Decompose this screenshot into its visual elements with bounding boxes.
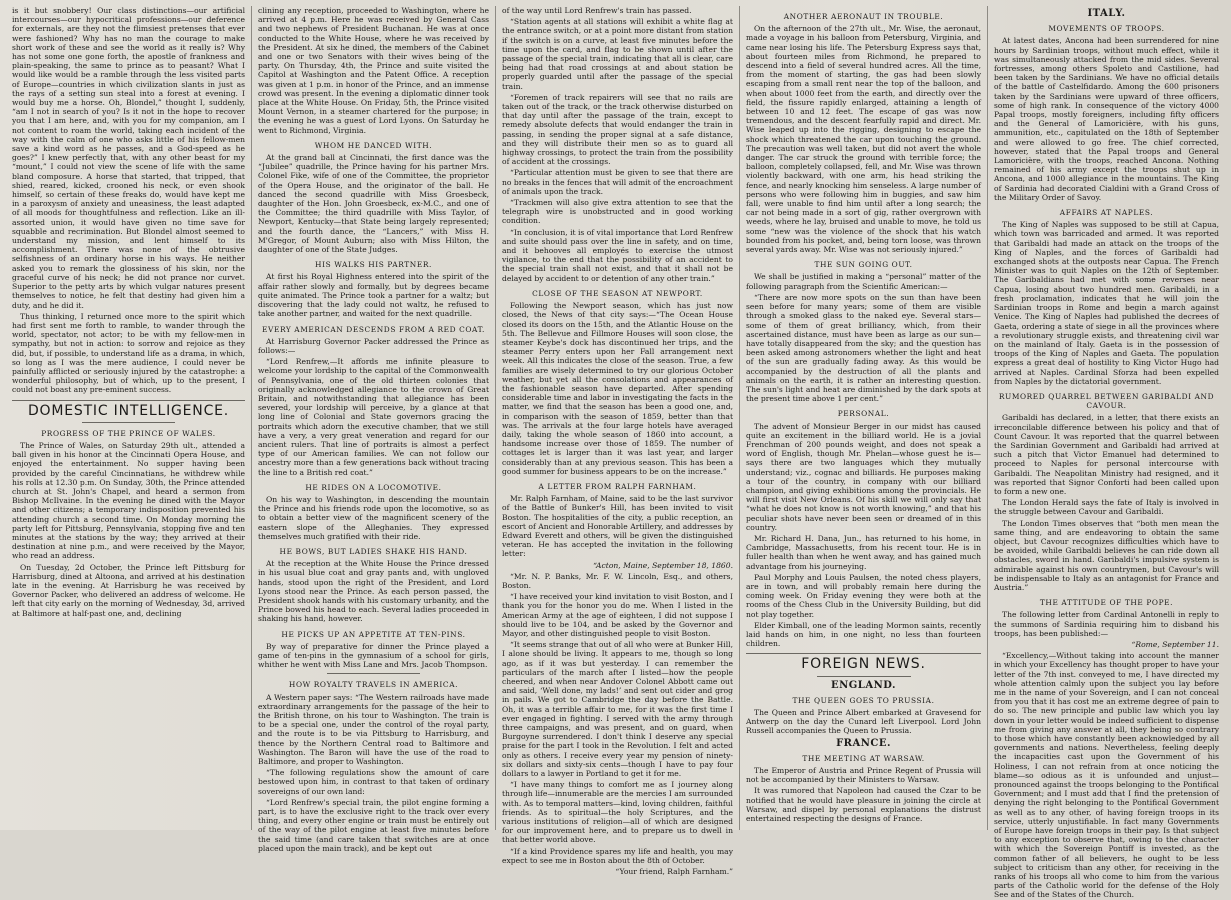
article-paragraph: On Tuesday, 2d October, the Prince left Pittsburg for Harrisburg, dined at Altoona, and arrived at his destination late in the evening. At Harrisburg he was received by Governor Packer, who delivered an address of welcome. He left that city early on the morning of Wednesday, 3d, arrived at Baltimore at half-past one, and, declining bbox=[12, 562, 245, 618]
article-paragraph: Following the Newport season, which has just now closed, the News of that city says:—“The Ocean House closed its doors on the 15th, and the Atlantic House on the 5th. The Bellevue and Fillmore Houses will soon close, the steamer Keybe's dock has discontinued her trips, and the steamer Perry enters upon her Fall arrangement next week. All this indicates the close of the season. True, a few families are wisely determined to try our glorious October weather, but yet all the consolations and appearances of the fashionable season have departed. After spending considerable time and labor in investigating the facts in the matter, we find that the season has been a good one, and, in comparison with the season of 1859, better than that was. The arrivals at the four large hotels have averaged daily, taking the whole season of 1860 into account, a handsome increase over those of 1859. The number of cottages let is larger than it was last year, and larger considerably than at any previous season. This has been a good summer for business appears to be on the increase.” bbox=[502, 301, 733, 476]
article-paragraph: The Prince of Wales, on Saturday 29th ult., attended a ball given in his honor at the Cincinnati Opera House, and enjoyed the entertainment. No supper having been provided by the careful Cincinnatians, he withdrew while his rolls at 12.30 p.m. On Sunday, 30th, the Prince attended church at St. John's Chapel, and heard a sermon from Bishop McIlvaine. In the evening he dined with the Mayor and other citizens; a temporary indisposition prevented his attending church a second time. On Monday morning the party left for Pittsburg, Pennsylvania, stopping five and ten minutes at the stations by the way; they arrived at their destination at nine p.m., and were received by the Mayor, who read an address. bbox=[12, 440, 245, 561]
divider-rule bbox=[82, 422, 175, 423]
article-heading: CLOSE OF THE SEASON AT NEWPORT. bbox=[532, 288, 703, 298]
article-heading: AFFAIRS AT NAPLES. bbox=[1059, 208, 1154, 218]
article-paragraph: “Excellency,—Without taking into account the manner in which your Excellency has thought proper to have your letter of the 7th inst. conveyed to me, I have directed my whole attention calmly upon the subject you lay before me in the name of your Sovereign, and I can not conceal from you that it has cost me an extreme degree of pain to do so. The new principle and public law which you lay down in your letter would be indeed sufficient to dispense me from giving any answer at all, they being so contrary to those which have constantly been acknowledged by all governments and nations. Nevertheless, feeling deeply the incapacities cast upon the Government of his Holiness, I can not refrain from at once noticing the blame—so odious as it is unfounded and unjust—pronounced against the troops belonging to the Pontifical Government; and I must add that I find the pretension of denying the right belonging to the Pontifical Government as well as to any other, of having foreign troops in its service, utterly unjustifiable. In fact many Governments of Europe have foreign troops in their pay. Is that subject to any exception to observe that, owing to the character with which the Sovereign Pontiff is invested, as the common father of all believers, he ought to be less subject to criticism than any other, for receiving in the ranks of his troops all who come to him from the various parts of the Catholic world for the defense of the Holy See and of the States of the Church. bbox=[994, 651, 1219, 900]
article-paragraph: “The following regulations show the amount of care bestowed upon him, in contrast to that taken of ordinary sovereigns of our own land: bbox=[258, 768, 489, 796]
country-heading: ITALY. bbox=[1087, 8, 1126, 19]
divider-rule bbox=[817, 676, 911, 677]
article-paragraph: A Western paper says: “The Western railroads have made extraordinary arrangements for the passage of the heir to the British throne, on his tour to Washington. The train is to be a special one, under the control of the royal party, and the route is to be via Pittsburg to Harrisburg, and thence by the Northern Central road to Baltimore and Washington. The Baron will have the use of the road to Baltimore, and proper to Washington. bbox=[258, 692, 489, 767]
article-heading: RUMORED QUARREL BETWEEN GARIBALDI AND CAVOUR. bbox=[998, 391, 1215, 411]
article-paragraph: is it but snobbery! Our class distinctions—our artificial intercourses—our hypocritical professions—our deference for externals, are they not the flimsiest pretenses that ever were fashioned? Why has no man the courage to make short work of these and see the world as it really is? Why has not some one gone forth, the apostle of frankness and plain-speaking, the same to prince as to peasant? What I would like would be a ramble through the less visited parts of Europe—countries in which civilization slants in just as the rays of a setting sun steal into a forest at evening. I would buy me a horse. Oh, Blondel,” thought I, suddenly, “am I not in search of you? Is it not in the hope to recover you that I am here, and, with you for my companion, am I not content to roam the world, taking each incident of the way with the calm of one who asks little of his fellow-men save a kind word as he passes, and a God-speed as he goes?” I knew perfectly that, with any other beast for my “mount,” I could not view the scene of life with the same bland composure. A horse that started, that tripped, that shied, reared, kicked, crooned his neck, or even shook himself, so certain of these freaks do, would have kept me in a paroxysm of anxiety and uneasiness, the least adapted of all moods for thoughtfulness and reflection. Like an ill-assorted union, it would have given no time save for squabble and recrimination. But Blondel almost seemed to understand my mission, and lent himself to its accomplishment. There was none of the obtrusive selfishness of an ordinary horse in his ways. He neither asked you to remark the glossiness of his skin, nor the graceful curve of his neck; he did not prance nor curvet. Superior to the petty arts by which vulgar natures present themselves to notice, he felt that destiny had given him a duty, and he did it. bbox=[12, 6, 245, 310]
article-heading: WHOM HE DANCED WITH. bbox=[314, 140, 433, 150]
letter-dateline: “Acton, Maine, September 18, 1860. bbox=[593, 560, 733, 570]
article-heading: EVERY AMERICAN DESCENDS FROM A RED COAT. bbox=[262, 324, 485, 334]
article-paragraph: At latest dates, Ancona had been surrendered for nine hours by Sardinian troops, without much effect, while it was simultaneously attacked from the mid sides. Several fortresses, among others Spoleto and Castilione, had been taken by the Sardinians. We have no official details of the battle of Castelfidardo. Among the 600 prisoners taken by the Sardinians were upward of three officers, some of high rank. In consequence of the victory 4000 Papal troops, mostly foreigners, including fifty officers and the General of Lamoricière, with his guns, ammunition, etc., capitulated on the 18th of September and were allowed to go free. The chief corrected, however, stated that the Papal troops and General Lamoricière, with the troops, reached Ancona. Nothing remained of his army except the troops shut up in Ancona, and 1000 allegiance in the mountains. The King of Sardinia had decorated Cialdini with a Grand Cross of the Military Order of Savoy. bbox=[994, 36, 1219, 202]
article-paragraph: We shall be justified in making a “personal” matter of the following paragraph from the Scientific American:— bbox=[746, 272, 981, 291]
article-paragraph: Mr. Ralph Farnham, of Maine, said to be the last survivor of the Battle of Bunker's Hill, has been invited to visit Boston. The hospitalities of the city, a public reception, an escort of Ancient and Honorable Artillery, and addresses by Edward Everett and others, will be given the distinguished veteran. He has accepted the invitation in the following letter: bbox=[502, 494, 733, 559]
article-paragraph: At the grand ball at Cincinnati, the first dance was the “Jubilee” quadrille, the Prince having for his partner Mrs. Colonel Fike, wife of one of the Committee, the proprietor of the Opera House, and the originator of the ball. He danced the second quadrille with Miss Groesbeck, daughter of the Hon. John Groesbeck, ex-M.C., and one of the Committee; the third quadrille with Miss Taylor, of Newport, Kentucky—that State being largely represented; and the fourth dance, the “Lancers,” with Miss H. M'Gregor, of Mount Auburn; also with Miss Hilton, the daughter of one of the State Judges. bbox=[258, 153, 489, 255]
column-5 bbox=[987, 6, 1225, 900]
article-paragraph: “Foremen of track repairers will see that no rails are taken out of the track, or the track otherwise disturbed on that day until after the passage of the train, except to remedy absolute defects that would endanger the train in passing, in sending the proper signal at a safe distance, and they will distribute their men so as to guard all highway crossings, to protect the train from the possibility of accident at the crossings. bbox=[502, 92, 733, 167]
section-title: DOMESTIC INTELLIGENCE. bbox=[27, 402, 230, 419]
article-heading: A LETTER FROM RALPH FARNHAM. bbox=[538, 481, 697, 491]
column-2 bbox=[251, 6, 495, 853]
letter-dateline: “Rome, September 11. bbox=[1131, 640, 1219, 649]
article-paragraph: “Lord Renfrew's special train, the pilot engine forming a part, is to have the exclusive right to the track over every thing, and every other engine or train must be entirely out of the way of the pilot engine at least five minutes before the said time (and care taken that switches are at once placed upon the main track), and be kept out bbox=[258, 797, 489, 853]
article-heading: THE QUEEN GOES TO PRUSSIA. bbox=[792, 695, 935, 705]
article-paragraph: “In conclusion, it is of vital importance that Lord Renfrew and suite should pass over the line in safety, and on time, and it behooves all employés to exercise the utmost vigilance, to the end that the possibility of an accident to the special train shall not exist, and that it shall not be delayed by accident to or detention of any other train.” bbox=[502, 227, 733, 283]
article-heading: HE RIDES ON A LOCOMOTIVE. bbox=[305, 482, 442, 492]
article-paragraph: of the way until Lord Renfrew's train has passed. bbox=[502, 6, 692, 15]
article-paragraph: “I have many things to comfort me as I journey along through life—innumerable are the mercies I am surrounded with. As to temporal matters—kind, loving children, faithful friends. As to spiritual—the holy Scriptures, and the various institutions of religion—all of which are designed for our improvement here, and to prepare us to dwell in that better world above. bbox=[502, 780, 734, 845]
article-paragraph: Garibaldi has declared, in a letter, that there exists an irreconcilable difference between his policy and that of Count Cavour. It was reported that the quarrel between the Sardinian Government and Garibaldi had arrived at such a pitch that Victor Emanuel had determined to proceed to Naples for personal intercourse with Garibaldi. The Neapolitan Ministry had resigned, and it was reported that Signor Conforti had been called upon to form a new one. bbox=[994, 413, 1219, 496]
article-heading: HE PICKS UP AN APPETITE AT TEN-PINS. bbox=[281, 629, 466, 639]
article-paragraph: The advent of Monsieur Berger in our midst has caused quite an excitement in the billiard world. He is a jovial Frenchman of 200 pounds weight, and does not speak a word of English, though Mr. Phelan—whose guest he is—says there are two languages which they mutually understand; viz., cognac and billiards. He purposes making a tour of the country, in company with our billiard champion, and giving exhibitions among the provincials. He will first visit New Orleans. Of his skill we will only say that “what he does not know is not worth knowing,” and that his peculiar shots have never been seen or dreamed of in this country. bbox=[746, 421, 981, 532]
article-heading: PERSONAL. bbox=[837, 409, 890, 419]
country-heading: FRANCE. bbox=[836, 737, 891, 749]
article-heading: MOVEMENTS OF TROOPS. bbox=[1048, 24, 1165, 34]
article-paragraph: “Mr. N. P. Banks, Mr. F. W. Lincoln, Esq., and others, Boston. bbox=[502, 571, 733, 590]
article-paragraph: “Particular attention must be given to see that there are no breaks in the fences that will admit of the encroachment of animals upon the track. bbox=[502, 168, 733, 196]
article-heading: THE MEETING AT WARSAW. bbox=[802, 753, 925, 763]
article-paragraph: “There are now more spots on the sun than have been seen before for many years; some of them are visible through a smoked glass to the naked eye. Several stars—some of them of great brilliancy, which, from their ascertained distance, must have been as large as our sun—have totally disappeared from the sky; and the question has been asked among astronomers whether the light and heat of the sun are gradually fading away. As this would be accompanied by the destruction of all the plants and animals on the earth, it is rather an interesting question. The sun's light and heat are diminished by the dark spots at the present time above 1 per cent.” bbox=[746, 292, 981, 404]
article-paragraph: “I have received your kind invitation to visit Boston, and I thank you for the honor you do me. When I listed in the American Army at the age of eighteen, I did not suppose I should live to be 104, and be asked by the Governor and Mayor, and other distinguished people to visit Boston. bbox=[502, 592, 733, 638]
article-paragraph: On the afternoon of the 27th ult., Mr. Wise, the aeronaut, made a voyage in his balloon from Petersburg, Virginia, and came near losing his life. The Petersburg Express says that, about fourteen miles from Richmond, he prepared to descend into a field of several hundred acres. All the time, from the moment of starting, the gas had been slowly escaping from a small rent near the top of the balloon, and when about 1000 feet from the earth, and directly over the field, the fissure rapidly enlarged, attaining a length of between 10 and 12 feet. The escape of gas was now tremendous, and the descent fearfully rapid and direct. Mr. Wise leaped up into the rigging, designing to escape the shock which threatened the car upon touching the ground. The precaution was well taken, but did not avert the whole danger. The car struck the ground with terrible force; the balloon, completely collapsed, fell, and Mr. Wise was thrown violently backward, with one arm, his head striking the fence, and nearly knocking him senseless. A large number of persons who were following him in buggies, and saw him fall, were unable to find him until after a long search; the car not being made in a sort of gig, rather overgrown with weeds, where he lay, bruised and unable to move, he told us some “new was the violence of the shock that his watch bounded from his pocket, and, being torn loose, was thrown several yards away. Mr. Wise was not seriously injured.” bbox=[746, 24, 981, 255]
article-heading: PROGRESS OF THE PRINCE OF WALES. bbox=[41, 428, 216, 438]
article-paragraph: The Queen and Prince Albert embarked at Gravesend for Antwerp on the day the Cunard left Liverpool. Lord John Russell accompanies the Queen to Prussia. bbox=[746, 708, 981, 736]
article-paragraph: Mr. Richard H. Dana, Jun., has returned to his home, in Cambridge, Massachusetts, from his recent tour. He is in fuller health than when he went away, and has gained much advantage from his journeying. bbox=[746, 533, 981, 571]
article-paragraph: clining any reception, proceeded to Washington, where he arrived at 4 p.m. Here he was received by General Cass and two nephews of President Buchanan. He was at once conducted to the White House, where he was received by the President. At six he dined, the members of the Cabinet and one or two Senators with their wives being of the party. On Thursday, 4th, the Prince and suite visited the Capitol at Washington and the Patent Office. A reception was given at 1 p.m. in honor of the Prince, and an immense crowd was present. In the evening a diplomatic dinner took place at the White House. On Friday, 5th, the Prince visited Mount Vernon, in a steamer chartered for the purpose; in the evening he was a guest of Lord Lyons. On Saturday he went to Richmond, Virginia. bbox=[258, 6, 489, 135]
divider-rule bbox=[327, 673, 419, 674]
column-4 bbox=[739, 6, 987, 830]
article-paragraph: By way of preparative for dinner the Prince played a game of ten-pins in the gymnasium of a school for girls, whither he went with Miss Lane and Mrs. Jacob Thompson. bbox=[258, 641, 489, 670]
article-paragraph: The King of Naples was supposed to be still at Capua, which town was barricaded and armed. It was reported that Garibaldi had made an attack on the troops of the King of Naples, and the forces of Garibaldi had exchanged shots at the outposts near Capua. The French Minister was to quit Naples on the 12th of September. The Garibaldians had met with some reverses near Capua, losing about two hundred men. Garibaldi, in a fresh proclamation, indicates that he will join the Sardinian troops in Rome and begin a march against Venice. The King of Naples had published the decrees of Gaeta, ordering a state of siege in all the provinces where a revolutionary struggle exists, and threatening civil war on the mainland of Italy. Gaeta is in the possession of troops of the King of Naples and Gaeta. The population express a great deal of hostility to King Victor Hugo had arrived at Naples. Cardinal Sforza had been expelled from Naples by the dictatorial government. bbox=[994, 220, 1219, 386]
article-heading: HE BOWS, BUT LADIES SHAKE HIS HAND. bbox=[279, 546, 468, 556]
article-paragraph: Paul Morphy and Louis Paulsen, the noted chess players, are in town, and will probably remain here during the coming week. On Friday evening they were both at the rooms of the Chess Club in the University Building, but did not play together. bbox=[746, 572, 981, 619]
article-paragraph: “If a kind Providence spares my life and health, you may expect to see me in Boston about the 8th of October. bbox=[502, 846, 733, 865]
article-paragraph: On his way to Washington, in descending the mountain the Prince and his friends rode upon the locomotive, so as to obtain a better view of the magnificent scenery of the eastern slope of the Alleghanies. They expressed themselves much gratified with their ride. bbox=[258, 494, 489, 541]
article-paragraph: The London Times observes that “both men mean the same thing, and are endeavoring to obtain the same object, but Cavour recognizes difficulties which have to be avoided, while Garibaldi believes he can ride down all obstacles, sword in hand. Garibaldi's impulsive system is admirable against his own countrymen, but Cavour's will be indispensable to Italy as an antagonist for France and Austria.” bbox=[994, 518, 1219, 592]
article-paragraph: Thus thinking, I returned once more to the spirit which had first sent me forth to ramble, to wander through the world, spectator, not actor; to be with my fellow-men in sympathy, but not in action: to sorrow and rejoice as they did, but, if possible, to understand life as a drama, in which, so long as I was the mere audience, I could never be painfully afflicted or seriously injured by the catastrophe: a wonderful philosophy, but of which, up to the present, I could not boast any pre-eminent success. bbox=[12, 311, 245, 395]
article-paragraph: Elder Kimball, one of the leading Mormon saints, recently laid hands on him, in one night, no less than fourteen children. bbox=[746, 620, 981, 649]
section-title: FOREIGN NEWS. bbox=[801, 656, 926, 673]
column-1 bbox=[6, 6, 251, 830]
divider-rule bbox=[746, 653, 981, 654]
article-paragraph: “It seems strange that out of all who were at Bunker Hill, I alone should be living. It appears to me, though so long ago, as if it was but yesterday. I can remember the particulars of the march after I listed—how the people cheered, and when near Andover Colonel Abbott came out and said, ‘Well done, my lads!’ and sent out cider and grog in pails. We got to Cambridge the day before the Battle. Oh, it was a terrible affair to me, for it was the first time I ever engaged in fighting. I served with the army through three campaigns, and was present, and on guard, when Burgoyne surrendered. I don't think I deserve any special praise for the part I took in the Revolution. I felt and acted only as others. I receive every year my pension of ninety-six dollars and sixty-six cents—though I have to pay four dollars to a lawyer in Portland to get it for me. bbox=[502, 640, 733, 779]
column-3 bbox=[495, 6, 739, 877]
article-heading: HIS WALKS HIS PARTNER. bbox=[315, 260, 432, 270]
article-paragraph: The following letter from Cardinal Antonelli in reply to the summons of Sardinia requiring him to disband his troops, has been published:— bbox=[994, 610, 1219, 638]
article-heading: ANOTHER AERONAUT IN TROUBLE. bbox=[783, 12, 944, 21]
article-heading: THE ATTITUDE OF THE POPE. bbox=[1039, 598, 1174, 608]
country-heading: ENGLAND. bbox=[830, 679, 897, 691]
article-paragraph: At first his Royal Highness entered into the spirit of the affair rather slowly and formally, but by degrees became quite animated. The Prince took a partner for a waltz; but discovering that the lady could not waltz, he refused to take another partner, and waited for the next quadrille. bbox=[258, 272, 489, 319]
divider-rule bbox=[12, 400, 245, 401]
article-heading: HOW ROYALTY TRAVELS IN AMERICA. bbox=[288, 680, 459, 690]
article-paragraph: At Harrisburg Governor Packer addressed the Prince as follows:— bbox=[258, 336, 489, 355]
letter-signature: “Your friend, Ralph Farnham.” bbox=[615, 867, 733, 877]
article-paragraph: At the reception at the White House the Prince dressed in his usual blue coat and gray pants and, with ungloved hands, stood upon the right of the President, and Lord Lyons stood near the Prince. As each person passed, the President shook hands with his customary urbanity, and the Prince bowed his head to each. Several ladies proceeded in shaking his hand, however. bbox=[258, 559, 489, 624]
article-heading: THE SUN GOING OUT. bbox=[814, 260, 913, 270]
article-paragraph: It was rumored that Napoleon had caused the Czar to be notified that he would have pleasure in joining the circle at Warsaw, and dispel by personal explanations the distrust entertained respecting the designs of France. bbox=[746, 786, 981, 824]
article-paragraph: The Emperor of Austria and Prince Regent of Prussia will not be accompanied by their Ministers to Warsaw. bbox=[746, 766, 981, 785]
article-paragraph: “Lord Renfrew,—It affords me infinite pleasure to welcome your lordship to the capital of the Commonwealth of Pennsylvania, one of the old thirteen colonies that originally acknowledged allegiance to the crown of Great Britain, and notwithstanding that allegiance has been severed, your lordship will perceive, by a glance at that long line of Colonial and State governors gracing the portraits which adorn the executive chamber, that we still have a very, a very great veneration and regard for our ancient rulers. That line of portraits is almost a perfect type of our American families. We can not follow our ancestry more than a few generations back without tracing the line to a British red coat.” bbox=[258, 357, 489, 477]
article-paragraph: “Station agents at all stations will exhibit a white flag at the entrance switch, or at a point more distant from station if the switch is on a curve, at least five minutes before the time upon the card, and flag to be shown until after the passage of the special train, indicating that all is clear, care being had that road crossings at and about station be properly guarded until after the passage of the special train. bbox=[502, 17, 733, 91]
article-paragraph: The London Herald says the fate of Italy is involved in the struggle between Cavour and Garibaldi. bbox=[994, 498, 1219, 517]
article-paragraph: “Trackmen will also give extra attention to see that the telegraph wire is unobstructed and in good working condition. bbox=[502, 198, 733, 226]
